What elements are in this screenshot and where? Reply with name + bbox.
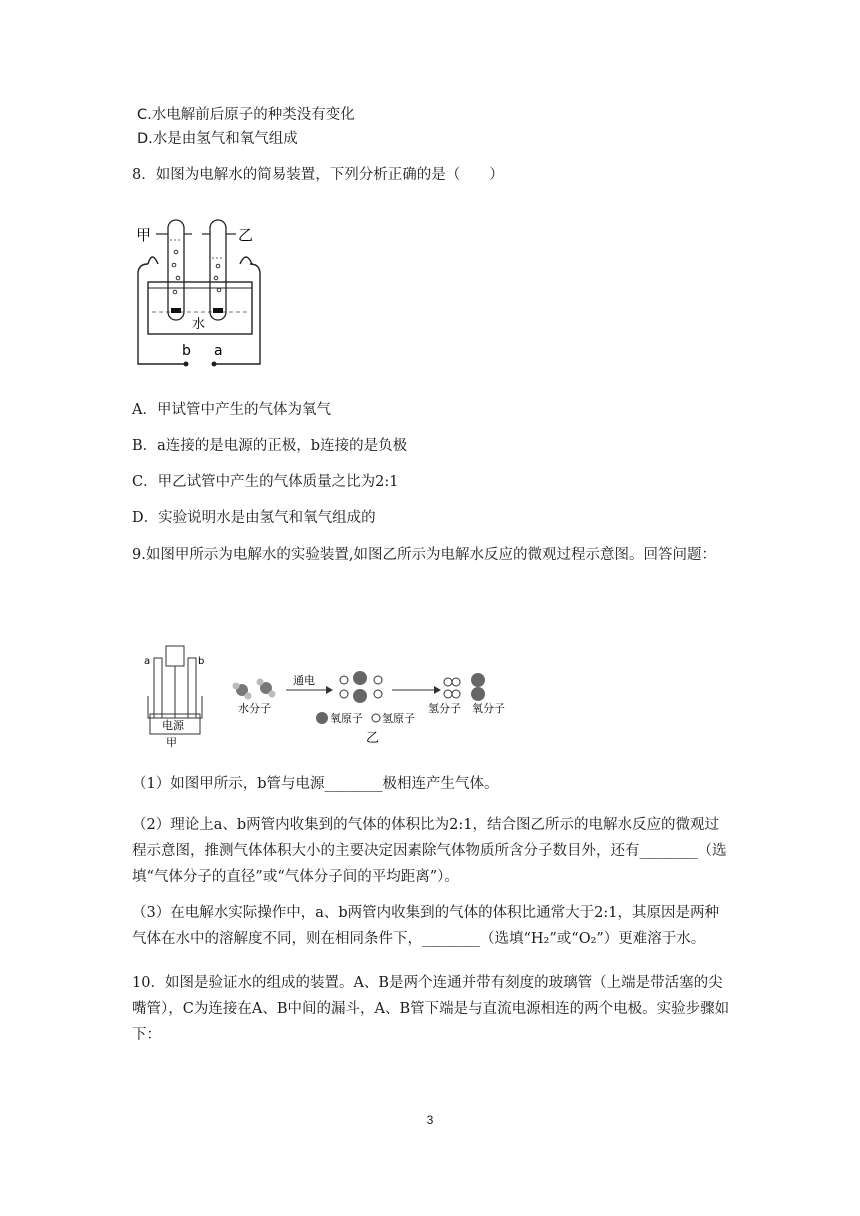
tube-label-a: a [144,656,151,667]
label-water-molecule: 水分子 [238,702,271,715]
q8-option-c: C．甲乙试管中产生的气体质量之比为2:1 [132,474,399,490]
label-arrow: 通电 [293,674,315,687]
page-number: 3 [426,1113,434,1127]
label-h-atom: 氢原子 [382,712,415,725]
q8-option-a: A．甲试管中产生的气体为氧气 [132,402,331,418]
electrolysis-apparatus-figure [128,210,278,370]
label-water: 水 [192,317,206,332]
tube-label-b: b [198,656,205,667]
q8-stem: 8．如图为电解水的简易装置，下列分析正确的是（ ） [132,167,504,183]
q10-stem: 10．如图是验证水的组成的装置。A、B是两个连通并带有刻度的玻璃管（上端是带活塞的尖嘴管），C为连接在A、B中间的漏斗，A、B管下端是与直流电源相连的两个电极。实验步骤如下： [132,975,730,1043]
label-jia-2: 甲 [166,736,177,749]
q7-option-c: C.水电解前后原子的种类没有变化 [137,107,355,123]
q9-part1: （1）如图甲所示，b管与电源________极相连产生气体。 [132,776,499,792]
label-yi: 乙 [238,226,254,244]
label-jia: 甲 [136,226,152,244]
q9-part3: （3）在电解水实际操作中，a、b两管内收集到的气体的体积比通常大于2:1，其原因是两种气体在水中的溶解度不同，则在相同条件下，________（选填“H₂”或“O₂”）更难溶于水。 [132,905,719,947]
label-yi-2: 乙 [366,731,380,746]
q8-option-d: D．实验说明水是由氢气和氧气组成的 [132,510,376,526]
q8-option-b: B．a连接的是电源的正极，b连接的是负极 [132,438,408,454]
terminal-label-b: b [182,343,191,359]
label-power: 电源 [162,719,184,732]
terminal-label-a: a [214,343,223,359]
q9-part2: （2）理论上a、b两管内收集到的气体的体积比为2:1，结合图乙所示的电解水反应的微观过程示意图，推测气体体积大小的主要决定因素除气体物质所含分子数目外，还有________（选填“气体分子的直径”或“气体分子间的平均距离”）。 [132,817,727,885]
label-h2: 氢分子 [428,702,461,715]
q9-stem: 9.如图甲所示为电解水的实验装置,如图乙所示为电解水反应的微观过程示意图。回答问题： [132,547,716,563]
q7-option-d: D.水是由氢气和氧气组成 [137,131,298,147]
label-o-atom: 氧原子 [330,712,363,725]
water-electrolysis-microscopic-figure [138,636,518,756]
label-o2: 氧分子 [472,702,505,715]
